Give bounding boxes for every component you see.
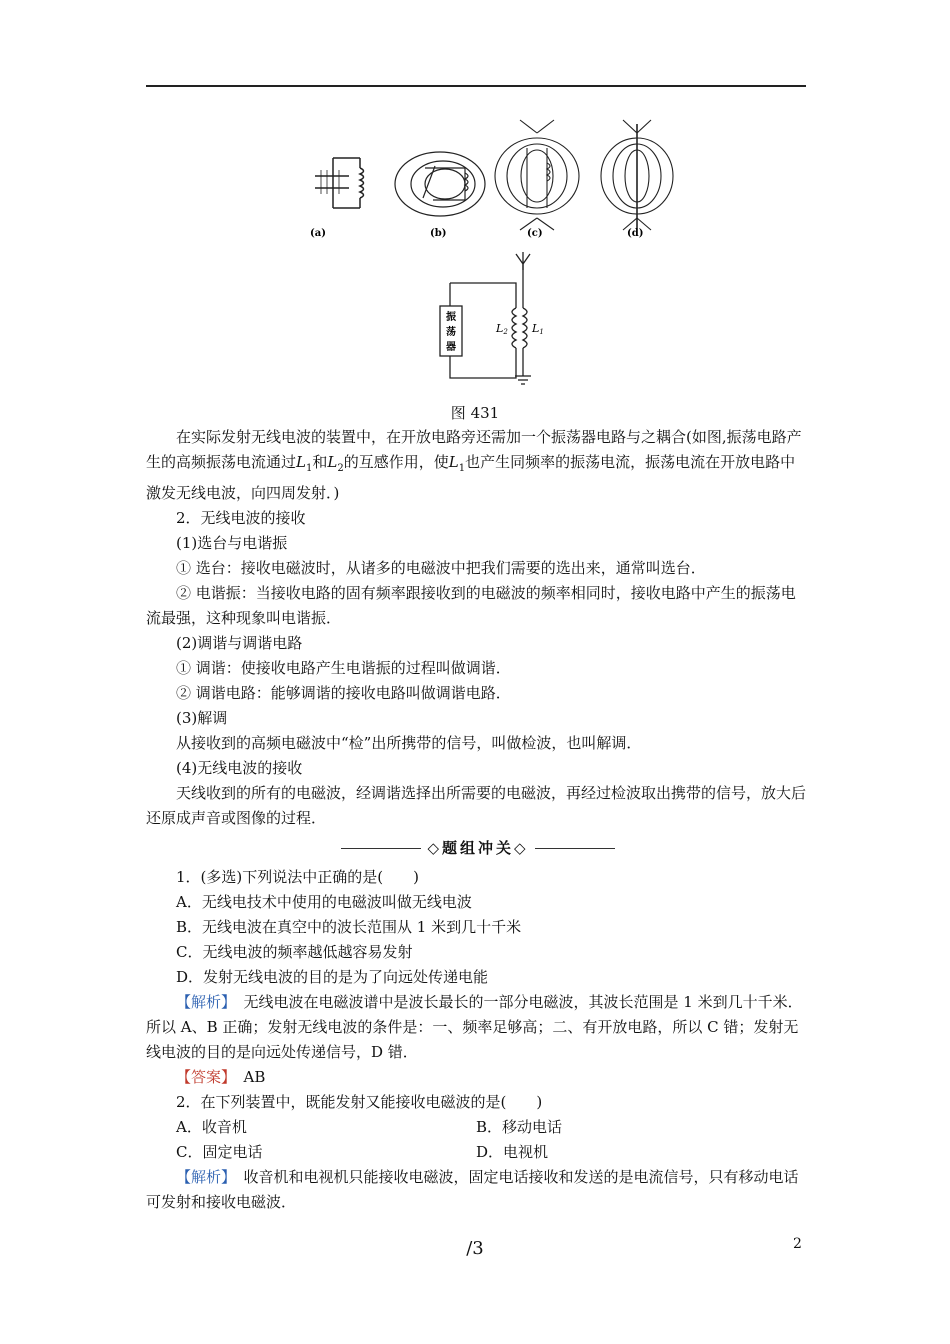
intro-paragraph: 在实际发射无线电波的装置中，在开放电路旁还需加一个振荡器电路与之耦合(如图,振荡电路产生的高频振荡电流通过$L_1$和$L_2$的互感作用，使$L_1$也产生同频率的振荡电流，振荡电流在开放电路中激发无线电波，向四周发射．) (146, 428, 802, 502)
text-s2-a: ① 调谐：使接收电路产生电谐振的过程叫做调谐． (176, 659, 511, 677)
coil-l1-label: L1 (532, 322, 544, 336)
q1-option-a: A．无线电技术中使用的电磁波叫做无线电波 (176, 893, 472, 911)
open-circuit-evolution-figure (305, 118, 685, 243)
section-heading: 2．无线电波的接收 (176, 509, 306, 527)
subheading-4: (4)无线电波的接收 (176, 759, 303, 777)
figure-caption: 图 431 (450, 404, 500, 422)
figure-label-a: (a) (310, 228, 326, 239)
oscillator-label-3: 器 (446, 342, 456, 353)
q2-analysis: 【解析】 收音机和电视机只能接收电磁波，固定电话接收和发送的是电流信号，只有移动电话可发射和接收电磁波． (146, 1168, 799, 1211)
header-rule (146, 85, 806, 87)
divider-title: ◇题组冲关◇ (427, 838, 529, 857)
q2-option-b: B．移动电话 (476, 1118, 563, 1136)
page-number: 2 (793, 1236, 802, 1252)
q1-option-b: B．无线电波在真空中的波长范围从 1 米到几十千米 (176, 918, 522, 936)
q2-stem: 2．在下列装置中，既能发射又能接收电磁波的是( ) (176, 1093, 543, 1111)
section-divider (146, 835, 810, 861)
coil-l2-label: L2 (496, 322, 508, 336)
transmitter-coupling-figure (420, 248, 560, 393)
figure-c-open-circuit (495, 120, 579, 230)
figure-label-d: (d) (627, 228, 644, 239)
subheading-3: (3)解调 (176, 709, 228, 727)
q2-options-row-2 (146, 1140, 810, 1165)
q1-analysis-tag: 【解析】 (176, 993, 229, 1011)
q1-option-c: C．无线电波的频率越低越容易发射 (176, 943, 413, 961)
text-s2-b: ② 调谐电路：能够调谐的接收电路叫做调谐电路． (176, 684, 511, 702)
divider-line-right (535, 848, 615, 849)
figure-a-closed-circuit (315, 158, 364, 208)
text-s3-a: 从接收到的高频电磁波中“检”出所携带的信号，叫做检波，也叫解调． (176, 734, 642, 752)
q2-option-d: D．电视机 (476, 1143, 549, 1161)
q1-answer-tag: 【答案】 (176, 1068, 229, 1086)
q2-option-a: A．收音机 (176, 1118, 247, 1136)
text-s1-b: ② 电谐振：当接收电路的固有频率跟接收到的电磁波的频率相同时，接收电路中产生的振荡电流最强，这种现象叫电谐振． (146, 584, 796, 627)
q1-analysis: 【解析】 无线电波在电磁波谱中是波长最长的一部分电磁波，其波长范围是 1 米到几十千米．所以 A、B 正确；发射无线电波的条件是：一、频率足够高；二、有开放电路，所以 C 错；发射无线电波的目的是向远处传递信号，D 错． (146, 993, 803, 1061)
q1-stem: 1．(多选)下列说法中正确的是( ) (176, 868, 419, 886)
q2-option-c: C．固定电话 (176, 1143, 263, 1161)
page-count: /3 (466, 1238, 484, 1259)
page-content (146, 425, 810, 1215)
subheading-2: (2)调谐与调谐电路 (176, 634, 303, 652)
figure-b-opening-circuit (395, 152, 485, 216)
subheading-1: (1)选台与电谐振 (176, 534, 288, 552)
figure-d-dipole (601, 120, 673, 230)
q2-analysis-tag: 【解析】 (176, 1168, 229, 1186)
oscillator-label-2: 荡 (446, 327, 456, 338)
q1-option-d: D．发射无线电波的目的是为了向远处传递电能 (176, 968, 489, 986)
text-s4-a: 天线收到的所有的电磁波，经调谐选择出所需要的电磁波，再经过检波取出携带的信号，放大后还原成声音或图像的过程． (146, 784, 807, 827)
figure-label-b: (b) (430, 228, 447, 239)
oscillator-label: 振 (446, 312, 456, 323)
q1-answer: 【答案】 AB (176, 1068, 266, 1086)
divider-line-left (341, 848, 421, 849)
q2-options-row-1 (146, 1115, 810, 1140)
figure-label-c: (c) (527, 228, 543, 239)
text-s1-a: ① 选台：接收电磁波时，从诸多的电磁波中把我们需要的选出来，通常叫选台． (176, 559, 706, 577)
